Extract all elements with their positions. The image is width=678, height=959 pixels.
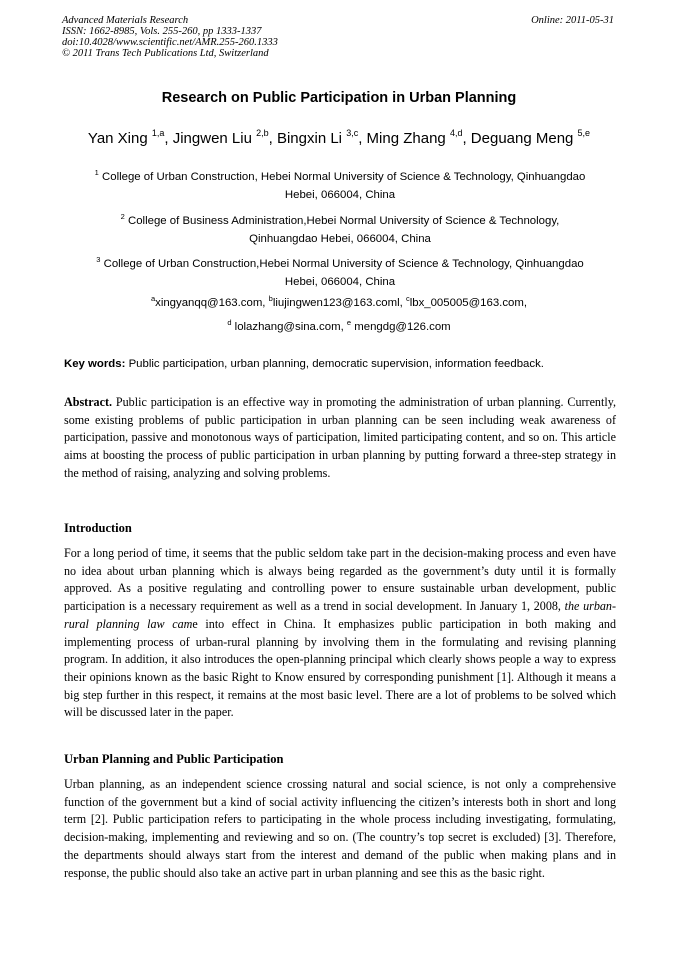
email-link[interactable]: xingyanqq@163.com, [155,297,269,309]
email-link[interactable]: liujingwen123@163.coml, [272,297,406,309]
affiliation-num: 1 [94,168,99,177]
journal-copyright: © 2011 Trans Tech Publications Ltd, Switzerland [62,48,269,59]
email-link[interactable]: lolazhang@sina.com, [231,321,347,333]
author-sup: 3,c [346,128,359,138]
section-heading-urban-planning: Urban Planning and Public Participation [64,752,284,766]
keywords-label: Key words: [64,358,126,370]
section2-paragraph: Urban planning, as an independent science crossing natural and social science, is not only a comprehensive function of the government but a kind of social activity influencing the citizen’s interests both in short and long term [2]. Public participation refers to participating in the whole process including investigating, formulating, decision-making, implementing and reviewing and so on. (The country’s top secret is excluded) [3]. Therefore, the departments should always start from the interest and demand of the public when making plans and in response, the public should also take an active part in urban planning and see this as the basic right. [64,777,616,880]
author-name: Ming Zhang [366,130,446,147]
affiliation-2 [64,208,616,248]
author-sup: 2,b [256,128,269,138]
author-list: Yan Xing $^{1,a}$, Jingwen Liu $^{2,b}$, Bingxin Li $^{3,c}$, Ming Zhang $^{4,d}$, Deguang Meng $^{5,e}$ [87,128,591,147]
email-sup: c [405,294,410,303]
keywords-text: Public participation, urban planning, democratic supervision, information feedback. [125,358,544,370]
abstract-text: Public participation is an effective way in promoting the administration of urban planning. Currently, some existing problems of public participation in urban planning can be seen including weak awareness of participation, passive and monotonous ways of participation, limited participating content, and so on. This article aims at boosting the process of public participation in urban planning by putting forward a three-step strategy in the method of raising, analyzing and solving problems. [64,395,616,480]
email-sup: e [346,318,352,327]
intro-italic: the urban-rural planning law cam [64,599,616,631]
affiliation-num: 3 [96,255,101,264]
author-name: Yan Xing [87,130,148,147]
email-sup: a [150,294,156,303]
author-sup: 1,a [151,128,165,138]
journal-header [62,15,278,59]
affiliation-3 [64,251,616,291]
email-line-1 [0,294,678,309]
affiliation-line: Hebei, 066004, China [284,189,396,201]
email-link[interactable]: lbx_005005@163.com, [409,297,528,309]
journal-issn: ISSN: 1662-8985, Vols. 255-260, pp 1333-1337 [62,26,262,37]
affiliation-line: College of Urban Construction,Hebei Normal University of Science & Technology, Qinhuangdao [103,258,584,270]
email-link[interactable]: mengdg@126.com [351,321,451,333]
affiliation-num: 2 [120,212,125,221]
author-sup: 5,e [577,128,591,138]
affiliation-line: Qinhuangdao Hebei, 066004, China [249,233,431,245]
journal-name: Advanced Materials Research [62,15,189,26]
journal-doi[interactable]: doi:10.4028/www.scientific.net/AMR.255-260.1333 [62,37,278,48]
affiliation-line: College of Urban Construction, Hebei Normal University of Science & Technology, Qinhuangdao [102,171,586,183]
intro-text: e into effect in China. It emphasizes public participation in both making and implementing process of urban-rural planning by involving them in the formulating and revising planning program. In addition, it also introduces the open-planning principal which clearly shows people a way to express their opinions known as the basic Right to Know ensured by corresponding punishment [1]. Although it means a big step further in this respect, it remains at the most basic level. There are a lot of problems to be solved which will be discussed later in the paper. [64,616,616,720]
affiliation-1 [64,164,616,204]
author-name: Bingxin Li [276,130,343,147]
author-name: Deguang Meng [470,130,574,147]
abstract-label: Abstract. [64,395,113,409]
keywords [64,357,616,371]
author-name: Jingwen Liu [172,130,252,147]
email-line-2 [0,318,678,333]
introduction-paragraph [64,545,616,722]
section-heading-introduction: Introduction [64,521,132,535]
author-sup: 4,d [449,128,463,138]
abstract [64,394,616,483]
affiliation-line: Hebei, 066004, China [284,276,396,288]
online-date: Online: 2011-05-31 [531,15,614,26]
email-sup: d [227,318,232,327]
intro-text: For a long period of time, it seems that the public seldom take part in the decision-making process and even have no idea about urban planning which is always being regarded as the government’s duty until it is formally approved. As a positive regulating and controlling power to ensure sustainable urban development, public participation is a necessary requirement as well as a trend in social development. In January 1, 2008, [64,546,616,614]
email-sup: b [268,294,273,303]
affiliation-line: College of Business Administration,Hebei Normal University of Science & Technology, [127,215,560,227]
paper-title: Research on Public Participation in Urban Planning [161,90,517,106]
